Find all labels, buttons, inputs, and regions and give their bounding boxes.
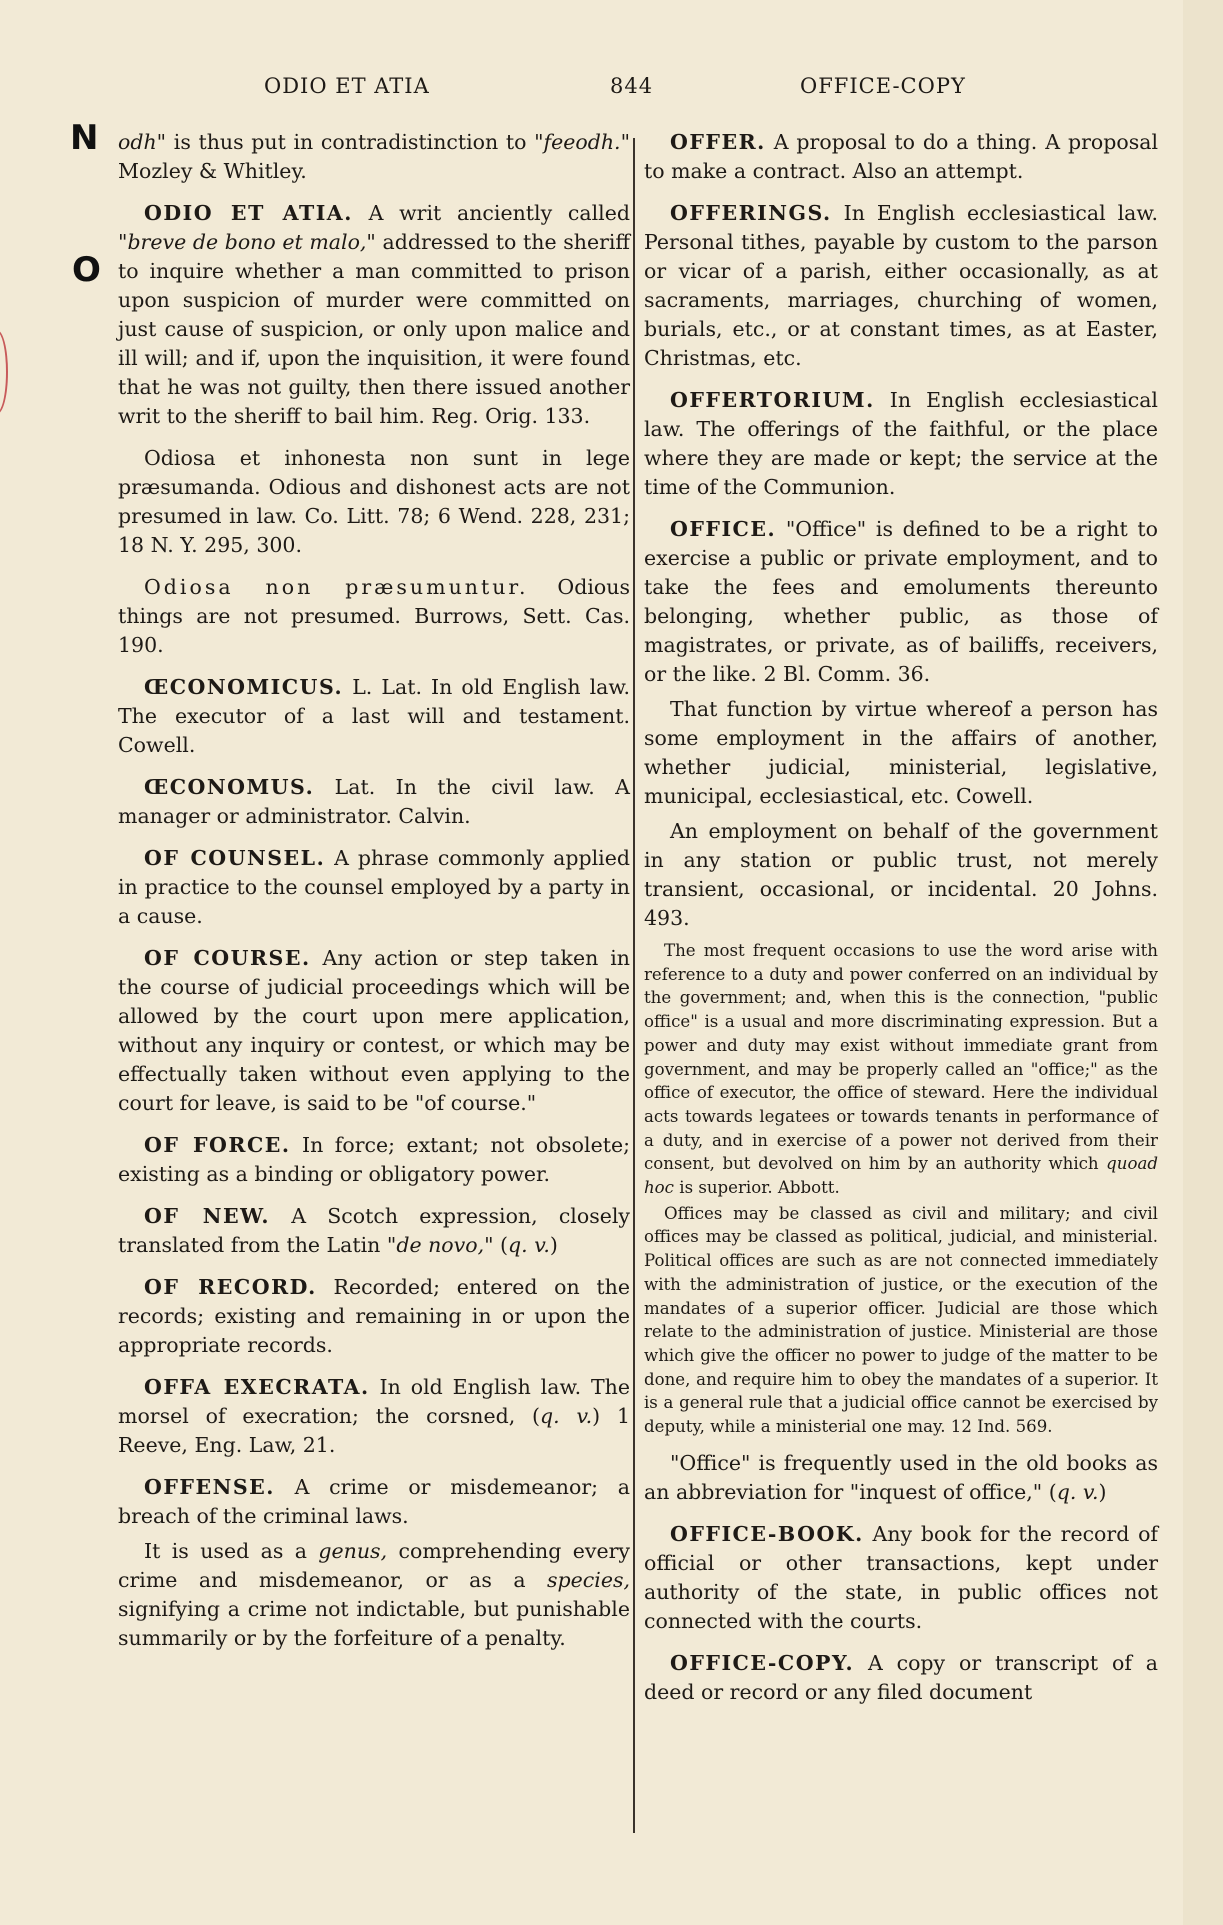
headword: OFFA EXECRATA. <box>144 1375 370 1399</box>
entry-office-paragraph-4: "Office" is frequently used in the old books as an abbreviation for "inquest of office," (q. v.) <box>644 1450 1158 1504</box>
thumb-index-letter-n: N <box>70 118 99 158</box>
entry-of-counsel: OF COUNSEL. A phrase commonly applied in practice to the counsel employed by a party in a cause. <box>118 846 630 928</box>
left-column <box>118 128 630 1659</box>
headword: OF RECORD. <box>144 1275 317 1299</box>
header-left-guide-word: ODIO ET ATIA <box>264 74 430 98</box>
entry-odiosa-non-praesumuntur: Odiosa non præsumuntur. Odious things are not presumed. Burrows, Sett. Cas. 190. <box>118 575 630 657</box>
headword: ŒCONOMICUS. <box>144 675 344 699</box>
headword: OFFERTORIUM. <box>670 388 875 412</box>
thumb-tab-mark <box>0 330 8 414</box>
entry-continuation: odh" is thus put in contradistinction to "feeodh." Mozley & Whitley. <box>118 130 630 183</box>
entry-oeconomus: ŒCONOMUS. Lat. In the civil law. A manager or administrator. Calvin. <box>118 775 630 828</box>
headword: OF NEW. <box>144 1204 271 1228</box>
headword: OFFICE. <box>670 517 777 541</box>
page-edge <box>1183 0 1223 1925</box>
headword: OFFICE-COPY. <box>670 1650 855 1675</box>
entry-office-note-2: Offices may be classed as civil and military; and civil offices may be classed as political, judicial, and ministerial. Political offices are such as are not connected immediately with the administration of justice, or the execution of the mandates of a superior officer. Judicial are those which relate to the administration of justice. Ministerial are those which give the officer no power to judge of the matter to be done, and require him to obey the mandates of a superior. It is a general rule that a judicial office cannot be exercised by deputy, while a ministerial one may. 12 Ind. 569. <box>644 1203 1158 1437</box>
entry-office: OFFICE. "Office" is defined to be a right to exercise a public or private employment, and to take the fees and emoluments thereunto belonging, whether public, as those of magistrates, or private, as of bailiffs, receivers, or the like. 2 Bl. Comm. 36. <box>644 517 1158 686</box>
running-header <box>0 74 1223 104</box>
entry-office-note-1: The most frequent occasions to use the word arise with reference to a duty and power conferred on an individual by the government; and, when this is the connection, "public office" is a usual and more discriminating expression. But a power and duty may exist without immediate grant from government, and may be properly called an "office;" as the office of executor, the office of steward. Here the individual acts towards legatees or towards tenants in performance of a duty, and in exercise of a power not derived from their consent, but devolved on him by an authority which quoad hoc is superior. Abbott. <box>644 941 1158 1198</box>
headword: OF COUNSEL. <box>144 846 326 870</box>
headword: OFFERINGS. <box>670 201 832 225</box>
page-number: 844 <box>610 74 654 98</box>
thumb-index-letter-o: O <box>72 250 101 290</box>
headword: OF FORCE. <box>144 1133 291 1157</box>
entry-offertorium: OFFERTORIUM. In English ecclesiastical law. The offerings of the faithful, or the place where they are made or kept; the service at the time of the Communion. <box>644 388 1158 499</box>
entry-of-new: OF NEW. A Scotch expression, closely translated from the Latin "de novo," (q. v.) <box>118 1204 630 1257</box>
headword: OFFER. <box>670 130 766 154</box>
entry-office-paragraph-3: An employment on behalf of the government in any station or public trust, not merely transient, occasional, or incidental. 20 Johns. 493. <box>644 819 1158 930</box>
headword: OF COURSE. <box>144 946 311 970</box>
headword: OFFICE-BOOK. <box>670 1521 864 1546</box>
entry-offense-paragraph: It is used as a genus, comprehending every crime and misdemeanor, or as a species, signifying a crime not indictable, but punishable summarily or by the forfeiture of a penalty. <box>118 1539 630 1650</box>
headword: ŒCONOMUS. <box>144 775 315 799</box>
entry-odiosa-et-inhonesta: Odiosa et inhonesta non sunt in lege præsumanda. Odious and dishonest acts are not presumed in law. Co. Litt. 78; 6 Wend. 228, 231; 18 N. Y. 295, 300. <box>118 446 630 557</box>
entry-of-course: OF COURSE. Any action or step taken in the course of judicial proceedings which will be allowed by the court upon mere application, without any inquiry or contest, or which may be effectually taken without even applying to the court for leave, is said to be "of course." <box>118 946 630 1115</box>
entry-of-record: OF RECORD. Recorded; entered on the records; existing and remaining in or upon the appropriate records. <box>118 1275 631 1357</box>
entry-office-book: OFFICE-BOOK. Any book for the record of official or other transactions, kept under authority of the state, in public offices not connected with the courts. <box>644 1521 1158 1633</box>
entry-offense: OFFENSE. A crime or misdemeanor; a breach of the criminal laws. <box>118 1475 630 1528</box>
entry-of-force: OF FORCE. In force; extant; not obsolete; existing as a binding or obligatory power. <box>118 1133 630 1186</box>
headword: OFFENSE. <box>144 1475 275 1499</box>
entry-oeconomicus: ŒCONOMICUS. L. Lat. In old English law. The executor of a last will and testament. Cowell. <box>118 675 630 757</box>
entry-office-copy: OFFICE-COPY. A copy or transcript of a deed or record or any filed document <box>644 1650 1158 1704</box>
right-column <box>644 128 1158 1720</box>
entry-odio-et-atia: ODIO ET ATIA. A writ anciently called "breve de bono et malo," addressed to the sheriff to inquire whether a man committed to prison upon suspicion of murder were committed on just cause of suspicion, or only upon malice and ill will; and if, upon the inquisition, it were found that he was not guilty, then there issued another writ to the sheriff to bail him. Reg. Orig. 133. <box>118 201 630 428</box>
entry-offa-execrata: OFFA EXECRATA. In old English law. The morsel of execration; the corsned, (q. v.) 1 Reeve, Eng. Law, 21. <box>118 1375 631 1457</box>
entry-offer: OFFER. A proposal to do a thing. A proposal to make a contract. Also an attempt. <box>644 130 1158 183</box>
header-right-guide-word: OFFICE-COPY <box>800 74 966 98</box>
headword: Odiosa non præsumuntur. <box>144 575 529 599</box>
entry-offerings: OFFERINGS. In English ecclesiastical law. Personal tithes, payable by custom to the parson or vicar of a parish, either occasionally, as at sacraments, marriages, churching of women, burials, etc., or at constant times, as at Easter, Christmas, etc. <box>644 201 1158 370</box>
entry-office-paragraph-2: That function by virtue whereof a person has some employment in the affairs of another, whether judicial, ministerial, legislative, municipal, ecclesiastical, etc. Cowell. <box>644 697 1158 808</box>
headword: ODIO ET ATIA. <box>144 201 353 225</box>
column-divider <box>633 138 635 1833</box>
